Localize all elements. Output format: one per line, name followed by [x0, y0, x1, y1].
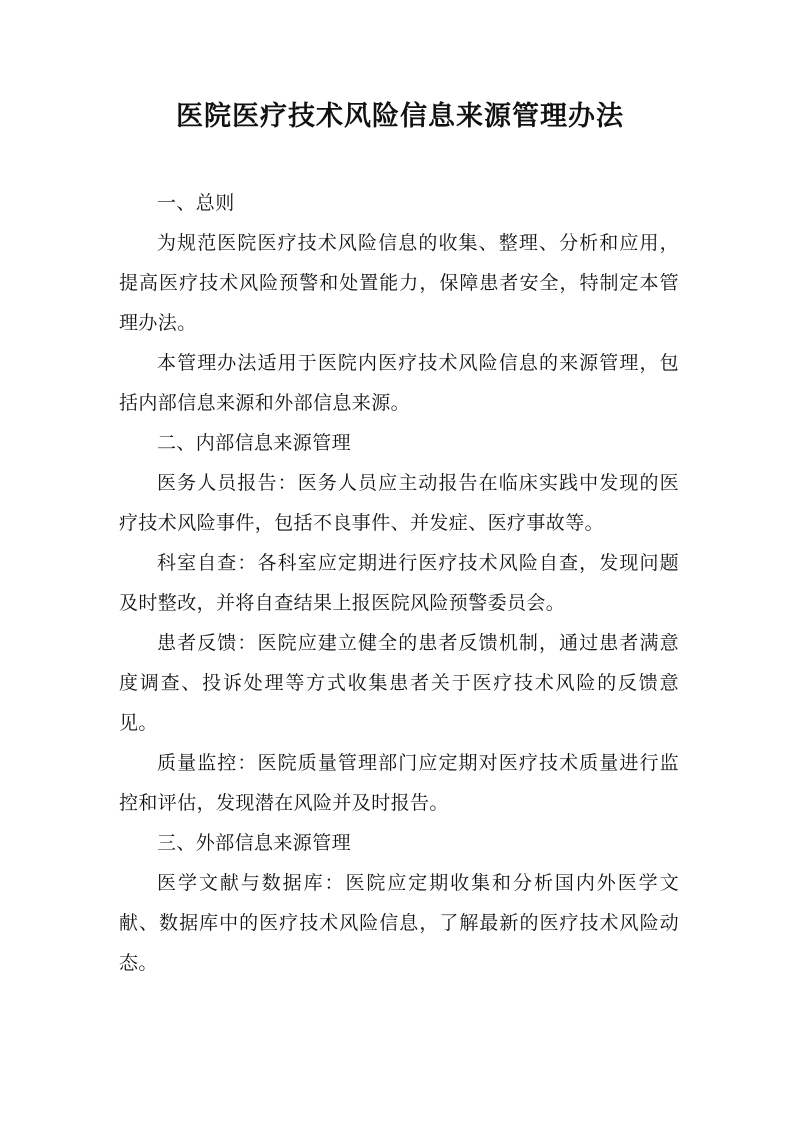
paragraph: 医学文献与数据库：医院应定期收集和分析国内外医学文献、数据库中的医疗技术风险信息，了解最新的医疗技术风险动态。	[119, 872, 679, 974]
paragraph: 患者反馈：医院应建立健全的患者反馈机制，通过患者满意度调查、投诉处理等方式收集患者关于医疗技术风险的反馈意见。	[119, 632, 679, 734]
paragraph: 医务人员报告：医务人员应主动报告在临床实践中发现的医疗技术风险事件，包括不良事件、并发症、医疗事故等。	[119, 472, 679, 534]
section-heading: 二、内部信息来源管理	[157, 432, 352, 454]
section-heading: 三、外部信息来源管理	[157, 832, 352, 854]
paragraph: 为规范医院医疗技术风险信息的收集、整理、分析和应用，提高医疗技术风险预警和处置能力，保障患者安全，特制定本管理办法。	[119, 232, 679, 334]
section-heading: 一、总则	[157, 192, 235, 214]
paragraph: 科室自查：各科室应定期进行医疗技术风险自查，发现问题及时整改，并将自查结果上报医院风险预警委员会。	[119, 552, 679, 614]
document-title: 医院医疗技术风险信息来源管理办法	[176, 101, 624, 132]
document-body	[119, 183, 679, 983]
paragraph: 质量监控：医院质量管理部门应定期对医疗技术质量进行监控和评估，发现潜在风险并及时报告。	[119, 752, 679, 814]
paragraph: 本管理办法适用于医院内医疗技术风险信息的来源管理，包括内部信息来源和外部信息来源。	[119, 352, 679, 414]
